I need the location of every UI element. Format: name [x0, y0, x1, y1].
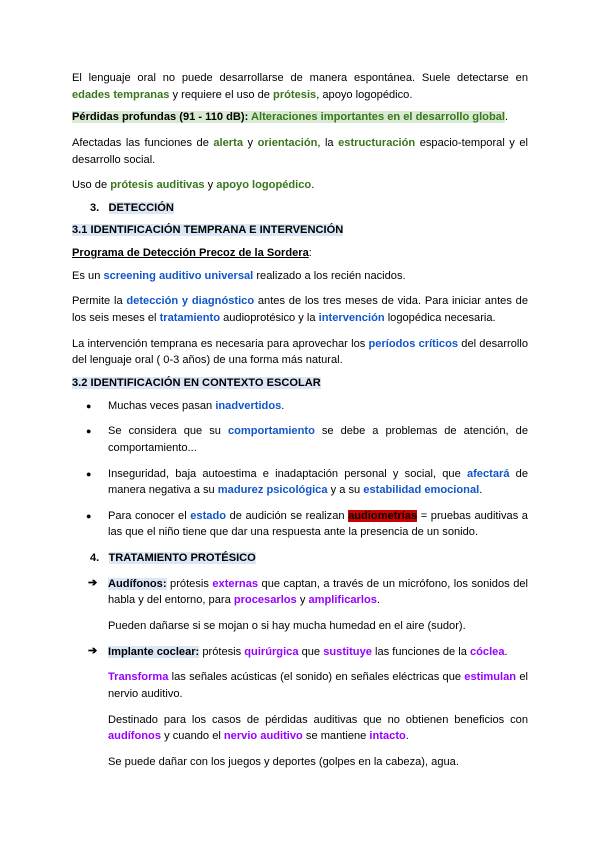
text: que captan, a través de un micrófono, los sonidos del habla y del entorno, para — [108, 577, 528, 607]
text: realizado a los recién nacidos. — [253, 269, 406, 282]
text: La intervención temprana es necesaria para aprovechar los — [72, 337, 369, 350]
paragraph-transforma — [72, 669, 528, 702]
highlight-protesis: prótesis — [273, 88, 317, 101]
highlight-deteccion: detección y diagnóstico — [126, 295, 255, 308]
highlight-protesis-auditivas: prótesis auditivas — [110, 179, 205, 192]
text: las funciones de la — [371, 645, 470, 658]
text: Afectadas las funciones de — [72, 136, 214, 149]
heading-tratamiento — [90, 550, 528, 567]
audifonos-label: Audífonos: — [108, 577, 167, 590]
highlight-estimulan: estimulan — [464, 671, 517, 684]
highlight-screening: screening auditivo universal — [103, 269, 254, 282]
text: las señales acústicas (el sonido) en señales eléctricas que — [168, 671, 465, 684]
highlight-audiometrias: audiometrías — [348, 509, 418, 522]
bullet-dot-icon: ● — [86, 400, 92, 411]
text: Se considera que su — [108, 425, 228, 438]
text: y requiere el uso de — [169, 88, 274, 101]
paragraph-uso-protesis — [72, 177, 528, 194]
text: , apoyo logopédico. — [316, 88, 413, 101]
highlight-procesarlos: procesarlos — [233, 594, 297, 607]
highlight-estabilidad: estabilidad emocional — [363, 484, 480, 497]
heading-number: 3. — [90, 201, 100, 214]
highlight-estructuracion: estructuración — [338, 136, 416, 149]
text: logopédica necesaria. — [384, 312, 496, 325]
highlight-audifonos: audífonos — [108, 730, 161, 743]
paragraph-intervencion-temprana — [72, 336, 528, 369]
bullet-dot-icon: ● — [86, 510, 92, 521]
text: . — [479, 484, 483, 497]
bullet-inseguridad — [72, 466, 528, 499]
text: Pueden dañarse si se mojan o si hay mucha humedad en el aire (sudor). — [108, 620, 466, 633]
text: de manera negativa a su — [108, 467, 529, 497]
text: Se puede dañar con los juegos y deportes (golpes en la cabeza), agua. — [108, 755, 459, 768]
arrow-icon: ➔ — [88, 576, 98, 589]
text: Uso de — [72, 179, 111, 192]
text: : — [308, 247, 312, 260]
text: que — [298, 645, 324, 658]
text: . — [281, 399, 285, 412]
paragraph-humedad — [72, 618, 528, 635]
highlight-intacto: intacto — [369, 730, 406, 743]
heading-title: DETECCIÓN — [108, 201, 174, 214]
text: El lenguaje oral no puede desarrollarse de manera espontánea. Suele detectarse en — [72, 72, 528, 84]
text: y — [296, 594, 309, 607]
text: del desarrollo del lenguaje oral ( 0-3 años) de una forma más natural. — [72, 337, 529, 367]
perdidas-profundas-label: Pérdidas profundas (91 - 110 dB): — [72, 111, 249, 124]
highlight-quirurgica: quirúrgica — [244, 645, 299, 658]
text: y a su — [327, 484, 364, 497]
text: Para conocer el — [108, 509, 191, 522]
heading-3-2 — [72, 375, 528, 392]
highlight-orientacion: orientación — [257, 136, 318, 149]
highlight-amplificarlos: amplificarlos — [308, 594, 377, 607]
text: espacio-temporal y el desarrollo social. — [72, 136, 528, 166]
text: Permite la — [72, 295, 127, 308]
highlight-periodos-criticos: períodos críticos — [368, 337, 459, 350]
text: se debe a problemas de atención, de comportamiento... — [108, 425, 528, 454]
text: y — [243, 136, 258, 149]
text: prótesis — [166, 577, 213, 590]
text: se mantiene — [302, 730, 370, 743]
highlight-edades-tempranas: edades tempranas — [72, 88, 170, 101]
heading-deteccion — [90, 200, 528, 217]
highlight-inadvertidos: inadvertidos — [215, 399, 282, 412]
bullet-dot-icon: ● — [86, 468, 92, 479]
highlight-comportamiento: comportamiento — [227, 425, 315, 438]
implante-label: Implante coclear: — [108, 645, 200, 658]
highlight-estado: estado — [190, 509, 227, 522]
text: y cuando el — [161, 730, 224, 743]
text: Inseguridad, baja autoestima e inadaptación personal y social, que — [108, 467, 467, 480]
paragraph-perdidas-profundas — [72, 109, 528, 126]
item-implante — [72, 644, 528, 661]
text: y — [204, 179, 217, 192]
paragraph-programa — [72, 245, 528, 262]
bullet-inadvertidos — [72, 398, 528, 415]
document-page — [72, 70, 528, 771]
text: . — [405, 730, 409, 743]
highlight-alerta: alerta — [213, 136, 243, 149]
heading-3-2-text: 3.2 IDENTIFICACIÓN EN CONTEXTO ESCOLAR — [72, 376, 321, 389]
text: . — [504, 645, 508, 658]
highlight-tratamiento: tratamiento — [159, 312, 220, 325]
text: . — [376, 594, 380, 607]
text: prótesis — [199, 645, 245, 658]
bullet-comportamiento — [72, 423, 528, 456]
text: , la — [317, 136, 339, 149]
highlight-coclea: cóclea — [469, 645, 505, 658]
heading-3-1-text: 3.1 IDENTIFICACIÓN TEMPRANA E INTERVENCIÓN — [72, 224, 344, 237]
highlight-apoyo-logopedico: apoyo logopédico — [216, 179, 312, 192]
highlight-madurez: madurez psicológica — [217, 484, 328, 497]
highlight-nervio-auditivo: nervio auditivo — [223, 730, 303, 743]
text: Destinado para los casos de pérdidas auditivas que no obtienen beneficios con — [108, 713, 528, 726]
bullet-dot-icon: ● — [86, 426, 92, 437]
highlight-transforma: Transforma — [108, 671, 169, 684]
heading-title: TRATAMIENTO PROTÉSICO — [108, 552, 256, 565]
text: = pruebas auditivas a las que el niño tiene que dar una respuesta ante la presencia de un sonido. — [108, 509, 528, 539]
highlight-sustituye: sustituye — [323, 645, 372, 658]
text: Es un — [72, 269, 104, 282]
text: . — [504, 111, 509, 124]
text: antes de los tres meses de vida. Para iniciar antes de los seis meses el — [72, 295, 528, 325]
programa-title: Programa de Detección Precoz de la Sordera — [72, 247, 309, 260]
highlight-alteraciones: Alteraciones importantes en el desarrollo global — [248, 111, 505, 124]
arrow-icon: ➔ — [88, 644, 98, 657]
heading-3-1 — [72, 222, 528, 239]
text: de audición se realizan — [226, 509, 349, 522]
text: audioprotésico y la — [219, 312, 319, 325]
item-audifonos — [72, 576, 528, 609]
text: Muchas veces pasan — [108, 399, 216, 412]
paragraph-lenguaje-oral — [72, 70, 528, 103]
bullet-audiometrias — [72, 508, 528, 541]
highlight-externas: externas — [212, 577, 259, 590]
paragraph-screening — [72, 268, 528, 285]
text: . — [311, 179, 315, 192]
paragraph-destinado — [72, 712, 528, 745]
paragraph-golpes — [72, 754, 528, 771]
paragraph-deteccion-diagnostico — [72, 293, 528, 326]
text: el nervio auditivo. — [108, 671, 528, 700]
highlight-afectara: afectará — [466, 467, 510, 480]
paragraph-funciones — [72, 135, 528, 168]
heading-number: 4. — [90, 552, 100, 565]
highlight-intervencion: intervención — [318, 312, 385, 325]
